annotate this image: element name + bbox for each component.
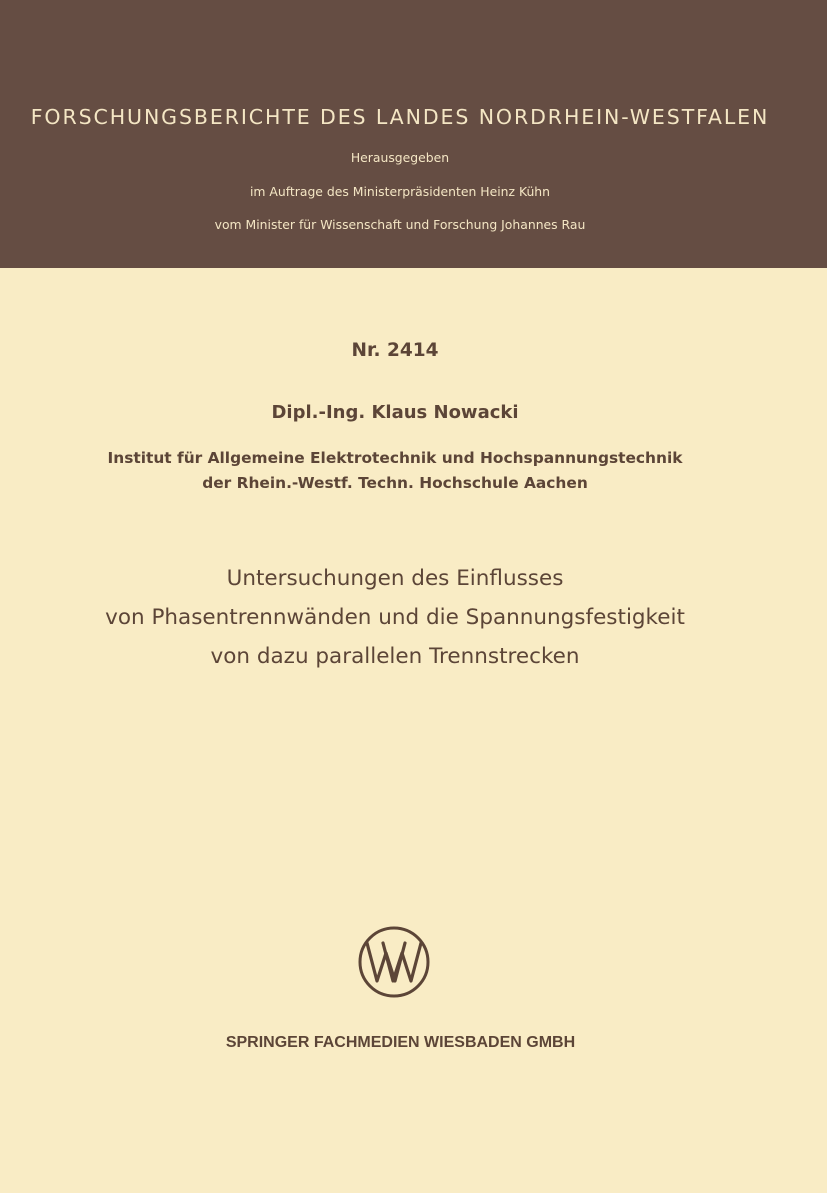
editor-line-1: Herausgegeben — [350, 150, 450, 165]
title-line-2: von Phasentrennwänden und die Spannungsfestigkeit — [105, 605, 685, 630]
editor-line-2: im Auftrage des Ministerpräsidenten Heinz Kühn — [249, 184, 551, 199]
editor-line-3: vom Minister für Wissenschaft und Forschung Johannes Rau — [214, 217, 586, 232]
report-number: Nr. 2414 — [351, 340, 439, 361]
author-name: Dipl.-Ing. Klaus Nowacki — [271, 402, 519, 423]
title-line-1: Untersuchungen des Einflusses — [226, 566, 564, 591]
institution-line-1: Institut für Allgemeine Elektrotechnik und Hochspannungstechnik — [107, 449, 683, 467]
title-line-3: von dazu parallelen Trennstrecken — [210, 644, 580, 669]
header-band — [0, 0, 827, 268]
institution-line-2: der Rhein.-Westf. Techn. Hochschule Aachen — [202, 474, 588, 492]
publisher-name: SPRINGER FACHMEDIEN WIESBADEN GMBH — [225, 1034, 576, 1051]
publisher-logo-icon — [357, 925, 431, 999]
series-title: FORSCHUNGSBERICHTE DES LANDES NORDRHEIN-WESTFALEN — [30, 105, 770, 129]
